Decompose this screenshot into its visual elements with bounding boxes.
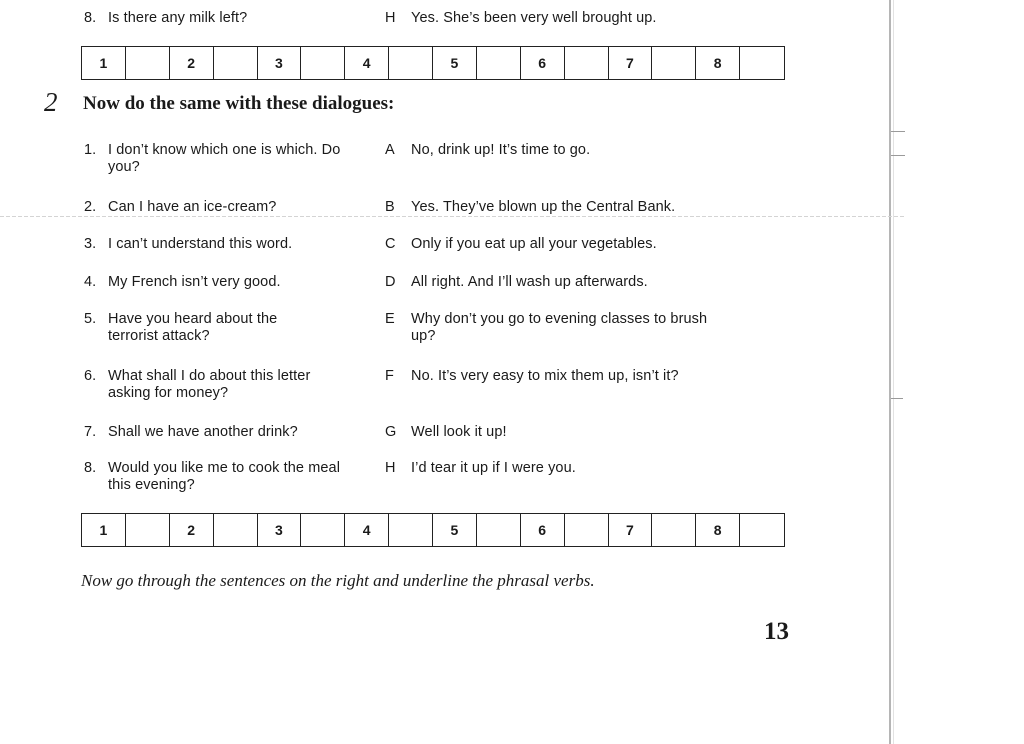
answer-text: I’d tear it up if I were you. <box>411 460 576 476</box>
grid-number-cell: 4 <box>345 47 389 79</box>
question-number: 6. <box>84 368 97 384</box>
underline-instruction: Now go through the sentences on the right and underline the phrasal verbs. <box>81 571 595 590</box>
grid-answer-box[interactable] <box>301 47 345 79</box>
question-text: I can’t understand this word. <box>108 236 293 252</box>
grid-answer-box[interactable] <box>740 47 784 79</box>
grid-answer-box[interactable] <box>565 47 609 79</box>
grid-answer-box[interactable] <box>565 514 609 546</box>
question-text: Is there any milk left? <box>108 10 248 26</box>
margin-tick <box>891 131 905 132</box>
grid-number-cell: 1 <box>82 514 126 546</box>
question-text: Would you like me to cook the meal this evening? <box>108 460 341 493</box>
answer-text: Yes. They’ve blown up the Central Bank. <box>411 199 676 215</box>
question-text: My French isn’t very good. <box>108 274 281 290</box>
answer-grid-bottom <box>81 513 785 547</box>
question-number: 3. <box>84 236 97 252</box>
answer-letter: H <box>385 460 396 476</box>
question-number: 1. <box>84 142 97 158</box>
grid-number-cell: 4 <box>345 514 389 546</box>
question-text: Have you heard about the terrorist attack? <box>108 311 278 344</box>
answer-letter: E <box>385 311 395 327</box>
grid-answer-box[interactable] <box>301 514 345 546</box>
grid-number-cell: 7 <box>609 47 653 79</box>
margin-tick <box>891 155 905 156</box>
answer-letter: H <box>385 10 396 26</box>
grid-answer-box[interactable] <box>477 514 521 546</box>
question-number: 2. <box>84 199 97 215</box>
page-margin-line <box>889 0 891 744</box>
grid-answer-box[interactable] <box>214 47 258 79</box>
grid-number-cell: 3 <box>258 47 302 79</box>
grid-number-cell: 5 <box>433 514 477 546</box>
grid-number-cell: 8 <box>696 514 740 546</box>
grid-answer-box[interactable] <box>652 514 696 546</box>
grid-number-cell: 2 <box>170 47 214 79</box>
question-text: I don’t know which one is which. Do you? <box>108 142 341 175</box>
answer-letter: F <box>385 368 394 384</box>
grid-answer-box[interactable] <box>652 47 696 79</box>
grid-answer-box[interactable] <box>389 47 433 79</box>
grid-answer-box[interactable] <box>214 514 258 546</box>
grid-answer-box[interactable] <box>477 47 521 79</box>
answer-letter: G <box>385 424 397 440</box>
grid-answer-box[interactable] <box>740 514 784 546</box>
grid-number-cell: 3 <box>258 514 302 546</box>
answer-text: All right. And I’ll wash up afterwards. <box>411 274 648 290</box>
question-text: What shall I do about this letter asking for money? <box>108 368 311 401</box>
answer-letter: B <box>385 199 395 215</box>
grid-number-cell: 7 <box>609 514 653 546</box>
grid-number-cell: 6 <box>521 514 565 546</box>
grid-number-cell: 2 <box>170 514 214 546</box>
grid-number-cell: 5 <box>433 47 477 79</box>
question-number: 8. <box>84 460 97 476</box>
question-number: 4. <box>84 274 97 290</box>
grid-number-cell: 8 <box>696 47 740 79</box>
exercise-heading: Now do the same with these dialogues: <box>83 93 395 114</box>
answer-text: Only if you eat up all your vegetables. <box>411 236 657 252</box>
answer-text: Well look it up! <box>411 424 507 440</box>
question-number: 7. <box>84 424 97 440</box>
grid-answer-box[interactable] <box>126 514 170 546</box>
exercise-number: 2 <box>44 87 58 117</box>
answer-letter: C <box>385 236 396 252</box>
grid-answer-box[interactable] <box>389 514 433 546</box>
answer-text: Why don’t you go to evening classes to brush up? <box>411 311 708 344</box>
answer-text: No, drink up! It’s time to go. <box>411 142 591 158</box>
grid-answer-box[interactable] <box>126 47 170 79</box>
answer-letter: A <box>385 142 395 158</box>
answer-text: Yes. She’s been very well brought up. <box>411 10 657 26</box>
margin-tick <box>891 398 903 399</box>
grid-number-cell: 1 <box>82 47 126 79</box>
page-number: 13 <box>764 618 789 645</box>
answer-text: No. It’s very easy to mix them up, isn’t it? <box>411 368 679 384</box>
question-number: 5. <box>84 311 97 327</box>
answer-grid-top <box>81 46 785 80</box>
page-fold-line <box>0 216 905 217</box>
page-margin-line-secondary <box>893 0 894 744</box>
question-number: 8. <box>84 10 97 26</box>
answer-letter: D <box>385 274 396 290</box>
question-text: Can I have an ice-cream? <box>108 199 277 215</box>
grid-number-cell: 6 <box>521 47 565 79</box>
question-text: Shall we have another drink? <box>108 424 298 440</box>
